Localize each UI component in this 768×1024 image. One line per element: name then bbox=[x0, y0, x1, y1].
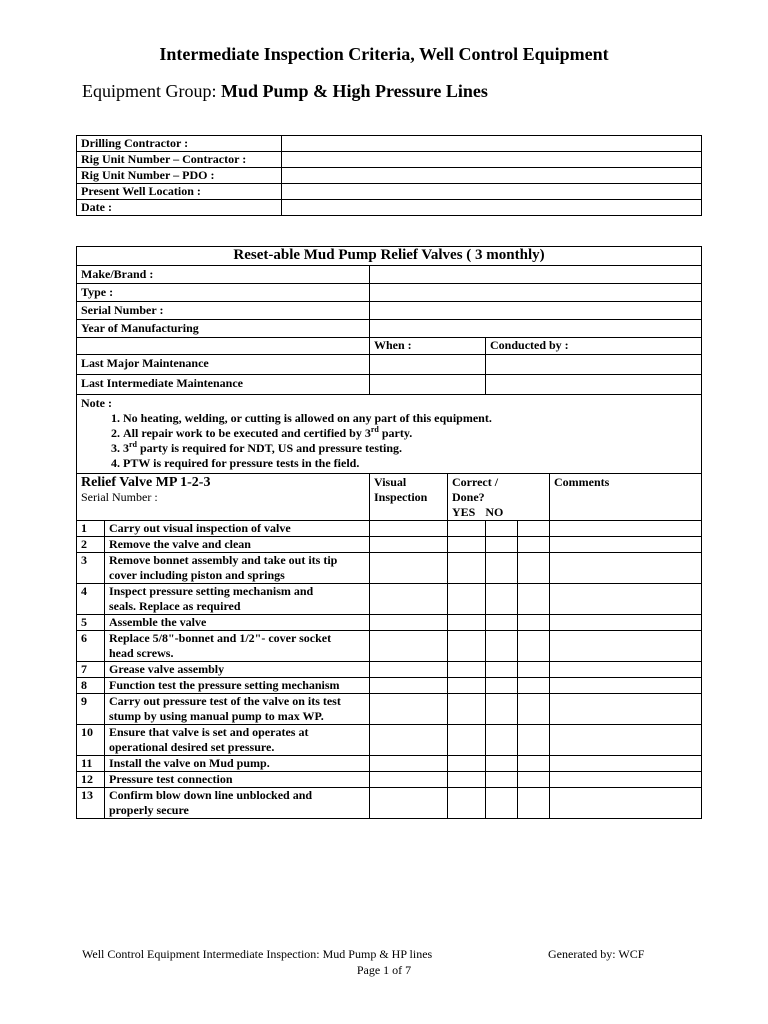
checklist-step-row bbox=[77, 631, 702, 662]
step-number: 8 bbox=[77, 678, 105, 694]
visual-inspection-header bbox=[370, 474, 448, 521]
visual-inspection-cell[interactable] bbox=[370, 584, 448, 615]
no-cell[interactable] bbox=[518, 662, 550, 678]
note-label: Note : bbox=[81, 396, 112, 410]
no-cell[interactable] bbox=[518, 788, 550, 819]
header-field-input[interactable] bbox=[282, 168, 702, 184]
step-description bbox=[105, 725, 370, 756]
visual-inspection-cell[interactable] bbox=[370, 678, 448, 694]
valve-field-label: Year of Manufacturing bbox=[77, 320, 370, 338]
comments-cell[interactable] bbox=[550, 756, 702, 772]
relief-valve-title: Relief Valve MP 1-2-3 bbox=[81, 475, 211, 490]
note-text: 3 bbox=[123, 441, 129, 455]
no-cell[interactable] bbox=[518, 584, 550, 615]
header-field-input[interactable] bbox=[282, 184, 702, 200]
header-field-input[interactable] bbox=[282, 152, 702, 168]
correct-blank-cell[interactable] bbox=[448, 537, 486, 553]
valve-section-header-row bbox=[77, 247, 702, 266]
notes-list bbox=[81, 411, 697, 471]
header-field-row bbox=[77, 168, 702, 184]
valve-field-input[interactable] bbox=[370, 302, 702, 320]
note-text-end: party. bbox=[378, 426, 413, 440]
conducted-by-label: Conducted by : bbox=[486, 338, 702, 355]
comments-cell[interactable] bbox=[550, 725, 702, 756]
step-number: 9 bbox=[77, 694, 105, 725]
step-number: 5 bbox=[77, 615, 105, 631]
no-cell[interactable] bbox=[518, 553, 550, 584]
note-item bbox=[123, 426, 697, 441]
checklist-step-row bbox=[77, 615, 702, 631]
equipment-group-label: Equipment Group: bbox=[82, 81, 217, 101]
header-field-row bbox=[77, 200, 702, 216]
step-number: 12 bbox=[77, 772, 105, 788]
visual-inspection-cell[interactable] bbox=[370, 694, 448, 725]
comments-cell[interactable] bbox=[550, 553, 702, 584]
visual-inspection-cell[interactable] bbox=[370, 662, 448, 678]
checklist-step-row bbox=[77, 584, 702, 615]
checklist-step-row bbox=[77, 537, 702, 553]
visual-header-line2: Inspection bbox=[374, 490, 428, 504]
notes-row bbox=[77, 395, 702, 474]
checklist-step-row bbox=[77, 772, 702, 788]
step-line1: Pressure test connection bbox=[109, 772, 233, 786]
step-description bbox=[105, 615, 370, 631]
visual-header-line1: Visual bbox=[374, 475, 407, 489]
header-field-row bbox=[77, 184, 702, 200]
maintenance-conducted-by-input[interactable] bbox=[486, 355, 702, 375]
yes-cell[interactable] bbox=[486, 631, 518, 662]
when-label: When : bbox=[370, 338, 486, 355]
step-description bbox=[105, 553, 370, 584]
correct-blank-cell[interactable] bbox=[448, 788, 486, 819]
yes-cell[interactable] bbox=[486, 772, 518, 788]
step-description bbox=[105, 678, 370, 694]
step-line1: Inspect pressure setting mechanism and bbox=[109, 584, 314, 598]
step-number: 2 bbox=[77, 537, 105, 553]
maintenance-conducted-by-input[interactable] bbox=[486, 375, 702, 395]
header-field-input[interactable] bbox=[282, 136, 702, 152]
step-description bbox=[105, 521, 370, 537]
step-line2: properly secure bbox=[109, 803, 189, 817]
footer-right: Generated by: WCF bbox=[548, 947, 645, 961]
footer-page-number: Page 1 of 7 bbox=[356, 963, 412, 977]
relief-serial-label: Serial Number : bbox=[81, 490, 158, 504]
step-line1: Ensure that valve is set and operates at bbox=[109, 725, 309, 739]
valve-field-input[interactable] bbox=[370, 266, 702, 284]
no-label: NO bbox=[485, 505, 504, 519]
relief-valve-table bbox=[76, 246, 702, 819]
yes-cell[interactable] bbox=[486, 788, 518, 819]
no-cell[interactable] bbox=[518, 615, 550, 631]
visual-inspection-cell[interactable] bbox=[370, 521, 448, 537]
visual-inspection-cell[interactable] bbox=[370, 631, 448, 662]
step-number: 6 bbox=[77, 631, 105, 662]
visual-inspection-cell[interactable] bbox=[370, 772, 448, 788]
step-line2: head screws. bbox=[109, 646, 174, 660]
comments-cell[interactable] bbox=[550, 631, 702, 662]
step-description bbox=[105, 694, 370, 725]
no-cell[interactable] bbox=[518, 537, 550, 553]
yes-cell[interactable] bbox=[486, 521, 518, 537]
no-cell[interactable] bbox=[518, 678, 550, 694]
maintenance-label: Last Major Maintenance bbox=[77, 355, 370, 375]
correct-blank-cell[interactable] bbox=[448, 725, 486, 756]
checklist-step-row bbox=[77, 694, 702, 725]
step-number: 11 bbox=[77, 756, 105, 772]
header-field-label: Drilling Contractor : bbox=[77, 136, 282, 152]
yes-cell[interactable] bbox=[486, 756, 518, 772]
header-field-label: Date : bbox=[77, 200, 282, 216]
correct-header-line1: Correct / bbox=[452, 475, 499, 489]
correct-blank-cell[interactable] bbox=[448, 694, 486, 725]
note-item bbox=[123, 441, 697, 456]
step-line1: Assemble the valve bbox=[109, 615, 207, 629]
step-line1: Confirm blow down line unblocked and bbox=[109, 788, 313, 802]
note-text: PTW is required for pressure tests in the field. bbox=[123, 456, 360, 470]
maintenance-header-blank bbox=[77, 338, 370, 355]
valve-field-label: Serial Number : bbox=[77, 302, 370, 320]
correct-blank-cell[interactable] bbox=[448, 631, 486, 662]
visual-inspection-cell[interactable] bbox=[370, 788, 448, 819]
header-field-label: Present Well Location : bbox=[77, 184, 282, 200]
step-line2: stump by using manual pump to max WP. bbox=[109, 709, 324, 723]
step-line1: Carry out visual inspection of valve bbox=[109, 521, 291, 535]
correct-blank-cell[interactable] bbox=[448, 615, 486, 631]
yes-cell[interactable] bbox=[486, 694, 518, 725]
correct-blank-cell[interactable] bbox=[448, 678, 486, 694]
note-superscript: rd bbox=[129, 440, 137, 449]
checklist-step-row bbox=[77, 756, 702, 772]
note-text: All repair work to be executed and certified by 3 bbox=[123, 426, 371, 440]
step-number: 3 bbox=[77, 553, 105, 584]
step-description bbox=[105, 788, 370, 819]
note-text: No heating, welding, or cutting is allowed on any part of this equipment. bbox=[123, 411, 492, 425]
step-line1: Function test the pressure setting mechanism bbox=[109, 678, 340, 692]
correct-blank-cell[interactable] bbox=[448, 756, 486, 772]
comments-cell[interactable] bbox=[550, 521, 702, 537]
notes-cell bbox=[77, 395, 702, 474]
note-item bbox=[123, 411, 697, 426]
correct-done-header bbox=[448, 474, 550, 521]
comments-cell[interactable] bbox=[550, 615, 702, 631]
correct-header-line2: Done? bbox=[452, 490, 485, 504]
correct-blank-cell[interactable] bbox=[448, 772, 486, 788]
step-line2: seals. Replace as required bbox=[109, 599, 241, 613]
no-cell[interactable] bbox=[518, 694, 550, 725]
footer-left: Well Control Equipment Intermediate Inspection: Mud Pump & HP lines bbox=[82, 947, 433, 961]
maintenance-row bbox=[77, 355, 702, 375]
correct-blank-cell[interactable] bbox=[448, 584, 486, 615]
checklist-step-row bbox=[77, 678, 702, 694]
valve-field-label: Type : bbox=[77, 284, 370, 302]
checklist-header-row bbox=[77, 474, 702, 521]
step-line2: operational desired set pressure. bbox=[109, 740, 275, 754]
correct-blank-cell[interactable] bbox=[448, 521, 486, 537]
yes-cell[interactable] bbox=[486, 678, 518, 694]
no-cell[interactable] bbox=[518, 756, 550, 772]
document-title: Intermediate Inspection Criteria, Well Control Equipment bbox=[159, 44, 609, 64]
comments-cell[interactable] bbox=[550, 772, 702, 788]
header-field-row bbox=[77, 136, 702, 152]
valve-field-row bbox=[77, 284, 702, 302]
yes-cell[interactable] bbox=[486, 725, 518, 756]
comments-cell[interactable] bbox=[550, 678, 702, 694]
comments-cell[interactable] bbox=[550, 584, 702, 615]
no-cell[interactable] bbox=[518, 631, 550, 662]
step-number: 13 bbox=[77, 788, 105, 819]
relief-valve-heading bbox=[77, 474, 370, 521]
no-cell[interactable] bbox=[518, 772, 550, 788]
yes-no-labels bbox=[452, 505, 545, 520]
valve-field-input[interactable] bbox=[370, 320, 702, 338]
visual-inspection-cell[interactable] bbox=[370, 553, 448, 584]
yes-cell[interactable] bbox=[486, 615, 518, 631]
comments-cell[interactable] bbox=[550, 662, 702, 678]
step-line1: Remove bonnet assembly and take out its tip bbox=[109, 553, 338, 567]
equipment-group-line bbox=[82, 81, 488, 102]
note-item bbox=[123, 456, 697, 471]
comments-header: Comments bbox=[550, 474, 702, 521]
visual-inspection-cell[interactable] bbox=[370, 756, 448, 772]
maintenance-header-row bbox=[77, 338, 702, 355]
valve-section-title: Reset-able Mud Pump Relief Valves ( 3 monthly) bbox=[77, 247, 702, 266]
step-description bbox=[105, 756, 370, 772]
maintenance-row bbox=[77, 375, 702, 395]
step-description bbox=[105, 537, 370, 553]
comments-cell[interactable] bbox=[550, 537, 702, 553]
step-line2: cover including piston and springs bbox=[109, 568, 285, 582]
checklist-step-row bbox=[77, 725, 702, 756]
note-text-end: party is required for NDT, US and pressure testing. bbox=[137, 441, 403, 455]
step-line1: Replace 5/8"-bonnet and 1/2"- cover socket bbox=[109, 631, 332, 645]
no-cell[interactable] bbox=[518, 725, 550, 756]
visual-inspection-cell[interactable] bbox=[370, 537, 448, 553]
header-field-label: Rig Unit Number – PDO : bbox=[77, 168, 282, 184]
step-number: 7 bbox=[77, 662, 105, 678]
no-cell[interactable] bbox=[518, 521, 550, 537]
yes-label: YES bbox=[452, 505, 476, 519]
checklist-step-row bbox=[77, 662, 702, 678]
comments-cell[interactable] bbox=[550, 694, 702, 725]
comments-cell[interactable] bbox=[550, 788, 702, 819]
equipment-group-value: Mud Pump & High Pressure Lines bbox=[220, 81, 488, 101]
step-description bbox=[105, 772, 370, 788]
step-description bbox=[105, 662, 370, 678]
step-line1: Install the valve on Mud pump. bbox=[109, 756, 270, 770]
correct-blank-cell[interactable] bbox=[448, 662, 486, 678]
yes-cell[interactable] bbox=[486, 537, 518, 553]
yes-cell[interactable] bbox=[486, 553, 518, 584]
step-description bbox=[105, 584, 370, 615]
step-line1: Remove the valve and clean bbox=[109, 537, 251, 551]
step-number: 4 bbox=[77, 584, 105, 615]
header-field-input[interactable] bbox=[282, 200, 702, 216]
valve-field-row bbox=[77, 266, 702, 284]
maintenance-label: Last Intermediate Maintenance bbox=[77, 375, 370, 395]
yes-cell[interactable] bbox=[486, 584, 518, 615]
checklist-step-row bbox=[77, 788, 702, 819]
checklist-step-row bbox=[77, 553, 702, 584]
step-line1: Grease valve assembly bbox=[109, 662, 225, 676]
header-info-table bbox=[76, 135, 702, 216]
maintenance-when-input[interactable] bbox=[370, 355, 486, 375]
checklist-step-row bbox=[77, 521, 702, 537]
valve-field-row bbox=[77, 302, 702, 320]
valve-field-row bbox=[77, 320, 702, 338]
step-description bbox=[105, 631, 370, 662]
visual-inspection-cell[interactable] bbox=[370, 615, 448, 631]
header-field-row bbox=[77, 152, 702, 168]
step-number: 1 bbox=[77, 521, 105, 537]
maintenance-when-input[interactable] bbox=[370, 375, 486, 395]
note-superscript: rd bbox=[370, 425, 379, 434]
step-line1: Carry out pressure test of the valve on its test bbox=[109, 694, 341, 708]
yes-cell[interactable] bbox=[486, 662, 518, 678]
header-field-label: Rig Unit Number – Contractor : bbox=[77, 152, 282, 168]
valve-field-input[interactable] bbox=[370, 284, 702, 302]
correct-blank-cell[interactable] bbox=[448, 553, 486, 584]
valve-field-label: Make/Brand : bbox=[77, 266, 370, 284]
visual-inspection-cell[interactable] bbox=[370, 725, 448, 756]
step-number: 10 bbox=[77, 725, 105, 756]
